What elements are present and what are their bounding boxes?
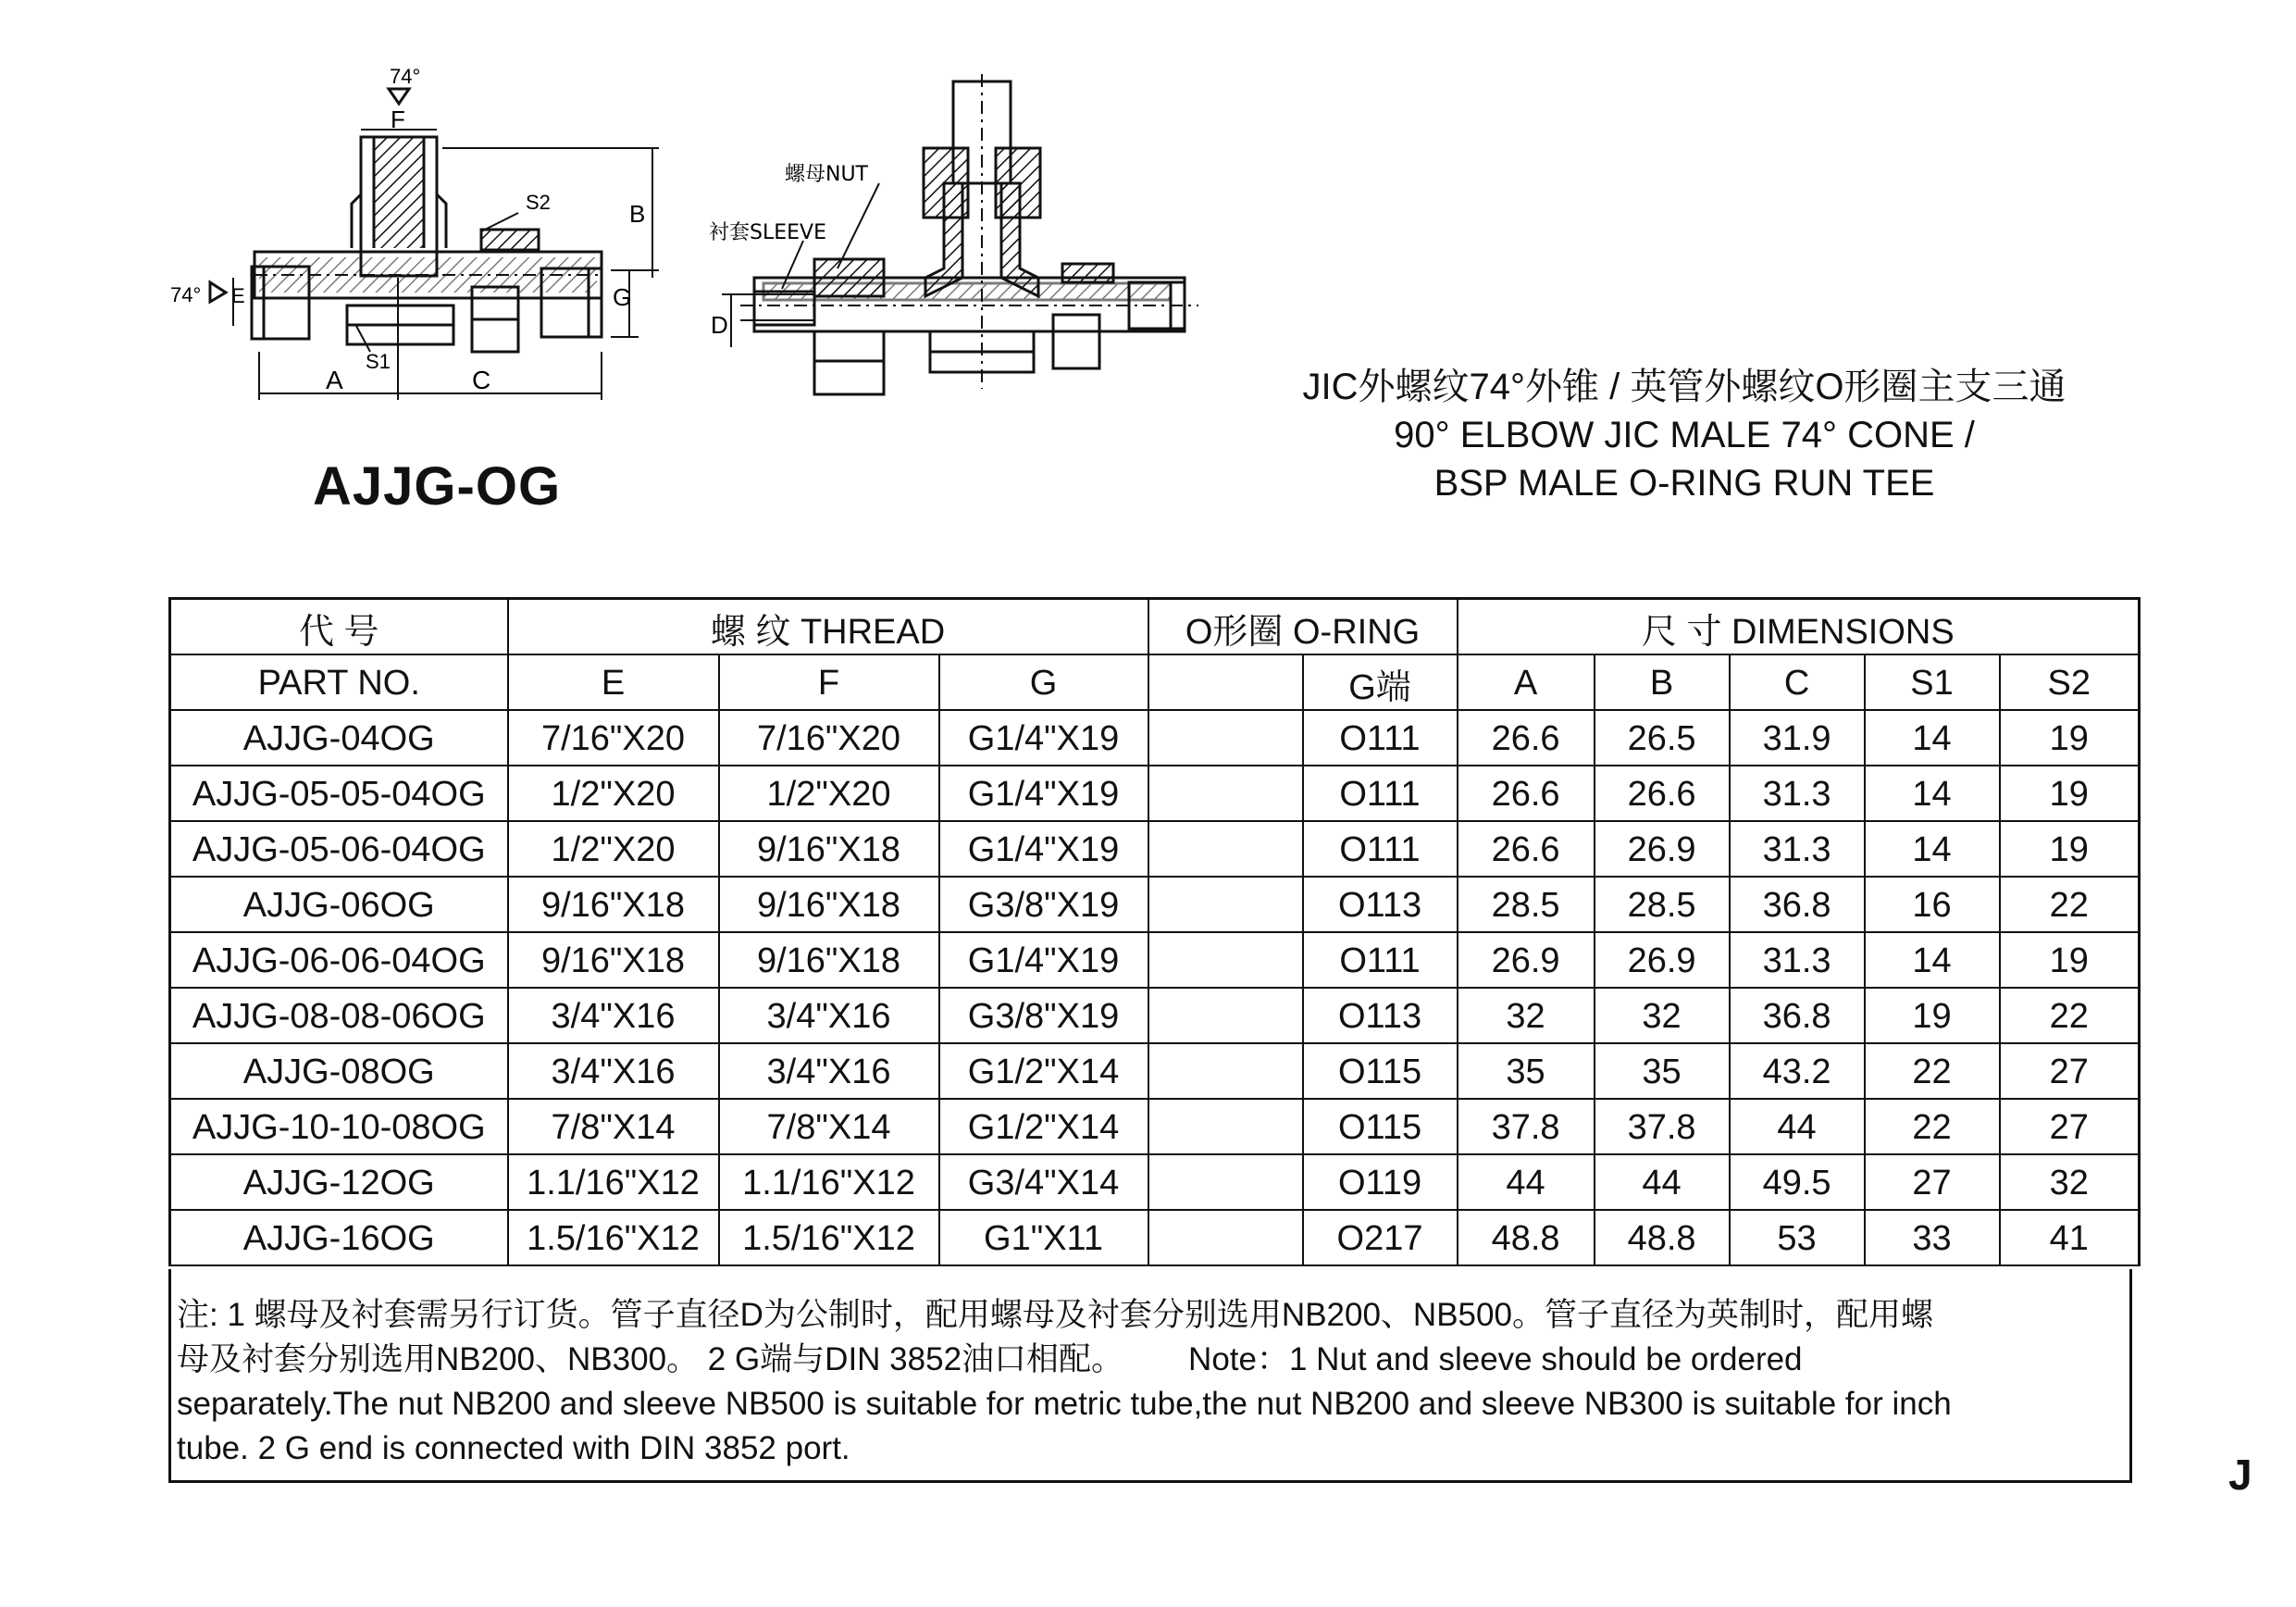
header-row-2 [170, 654, 2140, 710]
table-row [170, 710, 2140, 766]
cell-s1: 14 [1865, 766, 2000, 821]
table-row [170, 932, 2140, 988]
note-en-3: tube. 2 G end is connected with DIN 3852 port. [177, 1430, 850, 1466]
cell-g: G3/4"X14 [939, 1154, 1148, 1210]
cell-e: 7/16"X20 [508, 710, 719, 766]
cell-s2: 41 [2000, 1210, 2140, 1265]
note-cn-2: 母及衬套分别选用NB200、NB300。 2 G端与DIN 3852油口相配。 [177, 1341, 1124, 1377]
cell-part: AJJG-06-06-04OG [170, 932, 508, 988]
cell-e: 9/16"X18 [508, 932, 719, 988]
cell-e: 3/4"X16 [508, 1043, 719, 1099]
table-row [170, 766, 2140, 821]
cell-a: 32 [1458, 988, 1595, 1043]
cell-f: 7/16"X20 [719, 710, 939, 766]
cell-f: 9/16"X18 [719, 877, 939, 932]
table-row [170, 1154, 2140, 1210]
thread-header: 螺 纹 THREAD [508, 599, 1148, 655]
cell-f: 1.1/16"X12 [719, 1154, 939, 1210]
product-code: AJJG-OG [313, 456, 562, 517]
note-box [168, 1269, 2132, 1483]
col-s1-header: S1 [1865, 654, 2000, 710]
cell-part: AJJG-12OG [170, 1154, 508, 1210]
cell-e: 9/16"X18 [508, 877, 719, 932]
cell-oring: O111 [1303, 932, 1458, 988]
cell-c: 43.2 [1730, 1043, 1865, 1099]
cell-c: 36.8 [1730, 988, 1865, 1043]
cell-g: G1/4"X19 [939, 710, 1148, 766]
dimensions-header: 尺 寸 DIMENSIONS [1458, 599, 2140, 655]
table-row [170, 1043, 2140, 1099]
g-label: G [613, 283, 632, 311]
cell-b: 26.6 [1595, 766, 1730, 821]
cell-a: 44 [1458, 1154, 1595, 1210]
cell-s2: 22 [2000, 988, 2140, 1043]
cell-s2: 27 [2000, 1099, 2140, 1154]
table-row [170, 988, 2140, 1043]
cell-oring: O111 [1303, 821, 1458, 877]
spec-table-body [170, 710, 2140, 1265]
cell-part: AJJG-05-05-04OG [170, 766, 508, 821]
c-label: C [472, 366, 491, 394]
cell-f: 1.5/16"X12 [719, 1210, 939, 1265]
note-line-2 [177, 1338, 2124, 1382]
col-a-header: A [1458, 654, 1595, 710]
note-en-1: Note：1 Nut and sleeve should be ordered [1188, 1341, 1803, 1377]
dimension-drawing [210, 89, 659, 400]
cell-f: 1/2"X20 [719, 766, 939, 821]
cell-e: 7/8"X14 [508, 1099, 719, 1154]
s2-label: S2 [526, 191, 551, 214]
cell-e: 1.5/16"X12 [508, 1210, 719, 1265]
cell-f: 7/8"X14 [719, 1099, 939, 1154]
cell-oring-blank [1148, 1210, 1303, 1265]
nut-label: 螺母NUT [785, 163, 868, 186]
cell-s1: 14 [1865, 821, 2000, 877]
cell-a: 35 [1458, 1043, 1595, 1099]
cell-a: 26.9 [1458, 932, 1595, 988]
corner-letter: J [2228, 1451, 2253, 1499]
cell-b: 32 [1595, 988, 1730, 1043]
cell-oring-blank [1148, 877, 1303, 932]
product-titles [1222, 363, 2147, 507]
note-cn-1: 注: 1 螺母及衬套需另行订货。管子直径D为公制时，配用螺母及衬套分别选用NB200、NB500。管子直径为英制时，配用螺 [177, 1297, 1933, 1333]
cell-a: 26.6 [1458, 821, 1595, 877]
note-line-4 [177, 1426, 2124, 1471]
cell-g: G3/8"X19 [939, 877, 1148, 932]
title-english-line2: BSP MALE O-RING RUN TEE [1433, 463, 1935, 504]
cone-top-label: 74° [390, 65, 421, 88]
cell-oring: O113 [1303, 988, 1458, 1043]
cell-b: 26.9 [1595, 932, 1730, 988]
col-g-header: G [939, 654, 1148, 710]
cell-part: AJJG-10-10-08OG [170, 1099, 508, 1154]
cell-s2: 19 [2000, 766, 2140, 821]
cell-b: 44 [1595, 1154, 1730, 1210]
cell-g: G1/2"X14 [939, 1043, 1148, 1099]
cell-e: 3/4"X16 [508, 988, 719, 1043]
cell-s2: 19 [2000, 821, 2140, 877]
cell-f: 9/16"X18 [719, 821, 939, 877]
d-label: D [711, 311, 728, 339]
cell-oring: O111 [1303, 766, 1458, 821]
cell-s2: 22 [2000, 877, 2140, 932]
oring-header: O形圈 O-RING [1148, 599, 1458, 655]
col-s2-header: S2 [2000, 654, 2140, 710]
cell-s1: 22 [1865, 1099, 2000, 1154]
cell-g: G1/4"X19 [939, 766, 1148, 821]
cell-a: 28.5 [1458, 877, 1595, 932]
cone-left-label: 74° [170, 283, 202, 306]
cell-s2: 19 [2000, 932, 2140, 988]
cell-part: AJJG-16OG [170, 1210, 508, 1265]
cell-s1: 19 [1865, 988, 2000, 1043]
cell-s1: 22 [1865, 1043, 2000, 1099]
col-b-header: B [1595, 654, 1730, 710]
cell-a: 48.8 [1458, 1210, 1595, 1265]
cell-g: G1/4"X19 [939, 821, 1148, 877]
f-label: F [391, 106, 405, 133]
note-line-3 [177, 1382, 2124, 1426]
cell-oring-blank [1148, 710, 1303, 766]
header-row-1 [170, 599, 2140, 655]
col-c-header: C [1730, 654, 1865, 710]
cell-c: 36.8 [1730, 877, 1865, 932]
cell-oring: O119 [1303, 1154, 1458, 1210]
cell-s2: 27 [2000, 1043, 2140, 1099]
cell-c: 44 [1730, 1099, 1865, 1154]
cell-oring: O111 [1303, 710, 1458, 766]
cell-s2: 19 [2000, 710, 2140, 766]
cell-a: 26.6 [1458, 766, 1595, 821]
cell-oring: O115 [1303, 1043, 1458, 1099]
col-g-end-header: G端 [1303, 654, 1458, 710]
table-row [170, 821, 2140, 877]
cell-c: 31.9 [1730, 710, 1865, 766]
cell-b: 35 [1595, 1043, 1730, 1099]
cell-a: 26.6 [1458, 710, 1595, 766]
cell-f: 9/16"X18 [719, 932, 939, 988]
cell-c: 49.5 [1730, 1154, 1865, 1210]
cell-oring-blank [1148, 821, 1303, 877]
cell-s1: 27 [1865, 1154, 2000, 1210]
cell-g: G1/2"X14 [939, 1099, 1148, 1154]
e-label: E [231, 284, 245, 307]
cell-oring-blank [1148, 1099, 1303, 1154]
cell-b: 28.5 [1595, 877, 1730, 932]
cell-f: 3/4"X16 [719, 1043, 939, 1099]
cell-f: 3/4"X16 [719, 988, 939, 1043]
cell-c: 31.3 [1730, 932, 1865, 988]
cell-oring-blank [1148, 1043, 1303, 1099]
a-label: A [326, 366, 343, 394]
cell-s1: 33 [1865, 1210, 2000, 1265]
cell-c: 53 [1730, 1210, 1865, 1265]
cell-part: AJJG-04OG [170, 710, 508, 766]
cell-oring: O113 [1303, 877, 1458, 932]
cell-g: G1"X11 [939, 1210, 1148, 1265]
cell-oring: O217 [1303, 1210, 1458, 1265]
cell-b: 48.8 [1595, 1210, 1730, 1265]
cell-oring-blank [1148, 1154, 1303, 1210]
part-header-cn: 代 号 [170, 599, 508, 655]
note-en-2: separately.The nut NB200 and sleeve NB500 is suitable for metric tube,the nut NB200 and sleeve NB300 is suitable for inch [177, 1386, 1952, 1422]
sleeve-label: 衬套SLEEVE [709, 221, 826, 244]
note-line-1 [177, 1293, 2124, 1338]
col-oring-blank-header [1148, 654, 1303, 710]
col-f-header: F [719, 654, 939, 710]
cell-oring-blank [1148, 988, 1303, 1043]
table-row [170, 1210, 2140, 1265]
col-e-header: E [508, 654, 719, 710]
cell-a: 37.8 [1458, 1099, 1595, 1154]
cell-oring-blank [1148, 932, 1303, 988]
cell-c: 31.3 [1730, 766, 1865, 821]
cell-e: 1.1/16"X12 [508, 1154, 719, 1210]
table-row [170, 1099, 2140, 1154]
cell-e: 1/2"X20 [508, 821, 719, 877]
b-label: B [629, 200, 646, 228]
cell-oring-blank [1148, 766, 1303, 821]
cell-s2: 32 [2000, 1154, 2140, 1210]
part-header-en: PART NO. [170, 654, 508, 710]
spec-table [168, 597, 2141, 1266]
cell-b: 26.9 [1595, 821, 1730, 877]
cell-part: AJJG-05-06-04OG [170, 821, 508, 877]
s1-label: S1 [366, 350, 391, 373]
cell-s1: 14 [1865, 932, 2000, 988]
cell-part: AJJG-06OG [170, 877, 508, 932]
cell-part: AJJG-08-08-06OG [170, 988, 508, 1043]
cell-s1: 14 [1865, 710, 2000, 766]
cell-e: 1/2"X20 [508, 766, 719, 821]
title-chinese: JIC外螺纹74°外锥 / 英管外螺纹O形圈主支三通 [1302, 367, 2066, 407]
title-english-line1: 90° ELBOW JIC MALE 74° CONE / [1394, 415, 1975, 455]
cell-s1: 16 [1865, 877, 2000, 932]
cell-b: 37.8 [1595, 1099, 1730, 1154]
cell-oring: O115 [1303, 1099, 1458, 1154]
cell-g: G1/4"X19 [939, 932, 1148, 988]
cell-part: AJJG-08OG [170, 1043, 508, 1099]
table-row [170, 877, 2140, 932]
cell-g: G3/8"X19 [939, 988, 1148, 1043]
cell-b: 26.5 [1595, 710, 1730, 766]
cell-c: 31.3 [1730, 821, 1865, 877]
